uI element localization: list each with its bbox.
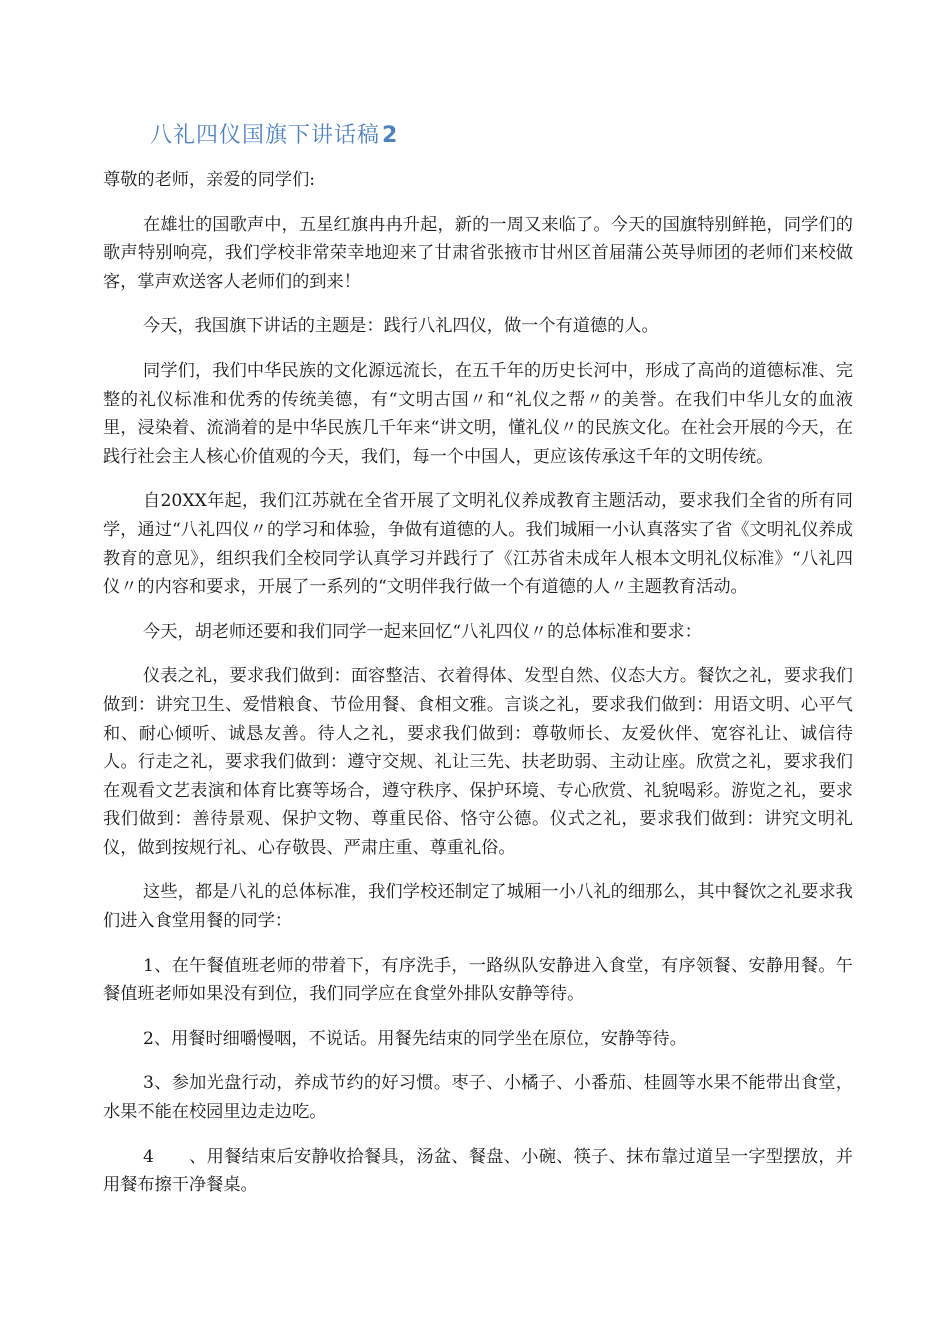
- paragraph: 今天，胡老师还要和我们同学一起来回忆“八礼四仪〃的总体标准和要求：: [143, 621, 702, 642]
- document-title-number: 2: [382, 123, 399, 148]
- document-title-text: 八礼四仪国旗下讲话稿: [150, 123, 381, 148]
- paragraph: 在雄壮的国歌声中，五星红旗冉冉升起，新的一周又来临了。今天的国旗特别鲜艳，同学们的歌声特别响亮，我们学校非常荣幸地迎来了甘肃省张掖市甘州区首届蒲公英导师团的老师们来校做客，掌声欢送客人老师们的到来！: [103, 214, 853, 292]
- list-item: 4 、用餐结束后安静收拾餐具，汤盆、餐盘、小碗、筷子、抹布靠过道呈一字型摆放，并用餐布擦干净餐桌。: [103, 1146, 853, 1196]
- paragraph: 仪表之礼，要求我们做到：面容整洁、衣着得体、发型自然、仪态大方。餐饮之礼，要求我们做到：讲究卫生、爱惜粮食、节俭用餐、食相文雅。言谈之礼，要求我们做到：用语文明、心平气和、耐心倾听、诚恳友善。待人之礼，要求我们做到：尊敬师长、友爱伙伴、宽容礼让、诚信待人。行走之礼，要求我们做到：遵守交规、礼让三先、扶老助弱、主动让座。欣赏之礼，要求我们在观看文艺表演和体育比赛等场合，遵守秩序、保护环境、专心欣赏、礼貌喝彩。游览之礼，要求我们做到：善待景观、保护文物、尊重民俗、恪守公德。仪式之礼，要求我们做到：讲究文明礼仪，做到按规行礼、心存敬畏、严肃庄重、尊重礼俗。: [103, 666, 853, 858]
- list-item: 1、在午餐值班老师的带着下，有序洗手，一路纵队安静进入食堂，有序领餐、安静用餐。午餐值班老师如果没有到位，我们同学应在食堂外排队安静等待。: [103, 955, 853, 1005]
- list-item: 2、用餐时细嚼慢咽，不说话。用餐先结束的同学坐在原位，安静等待。: [143, 1028, 687, 1049]
- list-item: 3、参加光盘行动，养成节约的好习惯。枣子、小橘子、小番茄、桂圆等水果不能带出食堂，水果不能在校园里边走边吃。: [103, 1073, 853, 1123]
- paragraph: 自20XX年起，我们江苏就在全省开展了文明礼仪养成教育主题活动，要求我们全省的所有同学，通过“八礼四仪〃的学习和体验，争做有道德的人。我们城厢一小认真落实了省《文明礼仪养成教育的意见》，组织我们全校同学认真学习并践行了《江苏省未成年人根本文明礼仪标准》“八礼四仪〃的内容和要求，开展了一系列的“文明伴我行做一个有道德的人〃主题教育活动。: [103, 491, 853, 598]
- document-title: [150, 118, 398, 149]
- salutation: 尊敬的老师，亲爱的同学们:: [103, 170, 316, 190]
- paragraph: 同学们，我们中华民族的文化源远流长，在五千年的历史长河中，形成了高尚的道德标准、完整的礼仪标准和优秀的传统美德，有“文明古国〃和“礼仪之帮〃的美誉。在我们中华儿女的血液里，浸染着、流淌着的是中华民族几千年来“讲文明，懂礼仪〃的民族文化。在社会开展的今天，在践行社会主人核心价值观的今天，我们，每一个中国人，更应该传承这千年的文明传统。: [103, 360, 853, 467]
- document-body: [103, 166, 853, 1216]
- paragraph: 今天，我国旗下讲话的主题是：践行八礼四仪，做一个有道德的人。: [143, 316, 659, 337]
- paragraph: 这些，都是八礼的总体标准，我们学校还制定了城厢一小八礼的细那么，其中餐饮之礼要求我们进入食堂用餐的同学：: [103, 882, 853, 932]
